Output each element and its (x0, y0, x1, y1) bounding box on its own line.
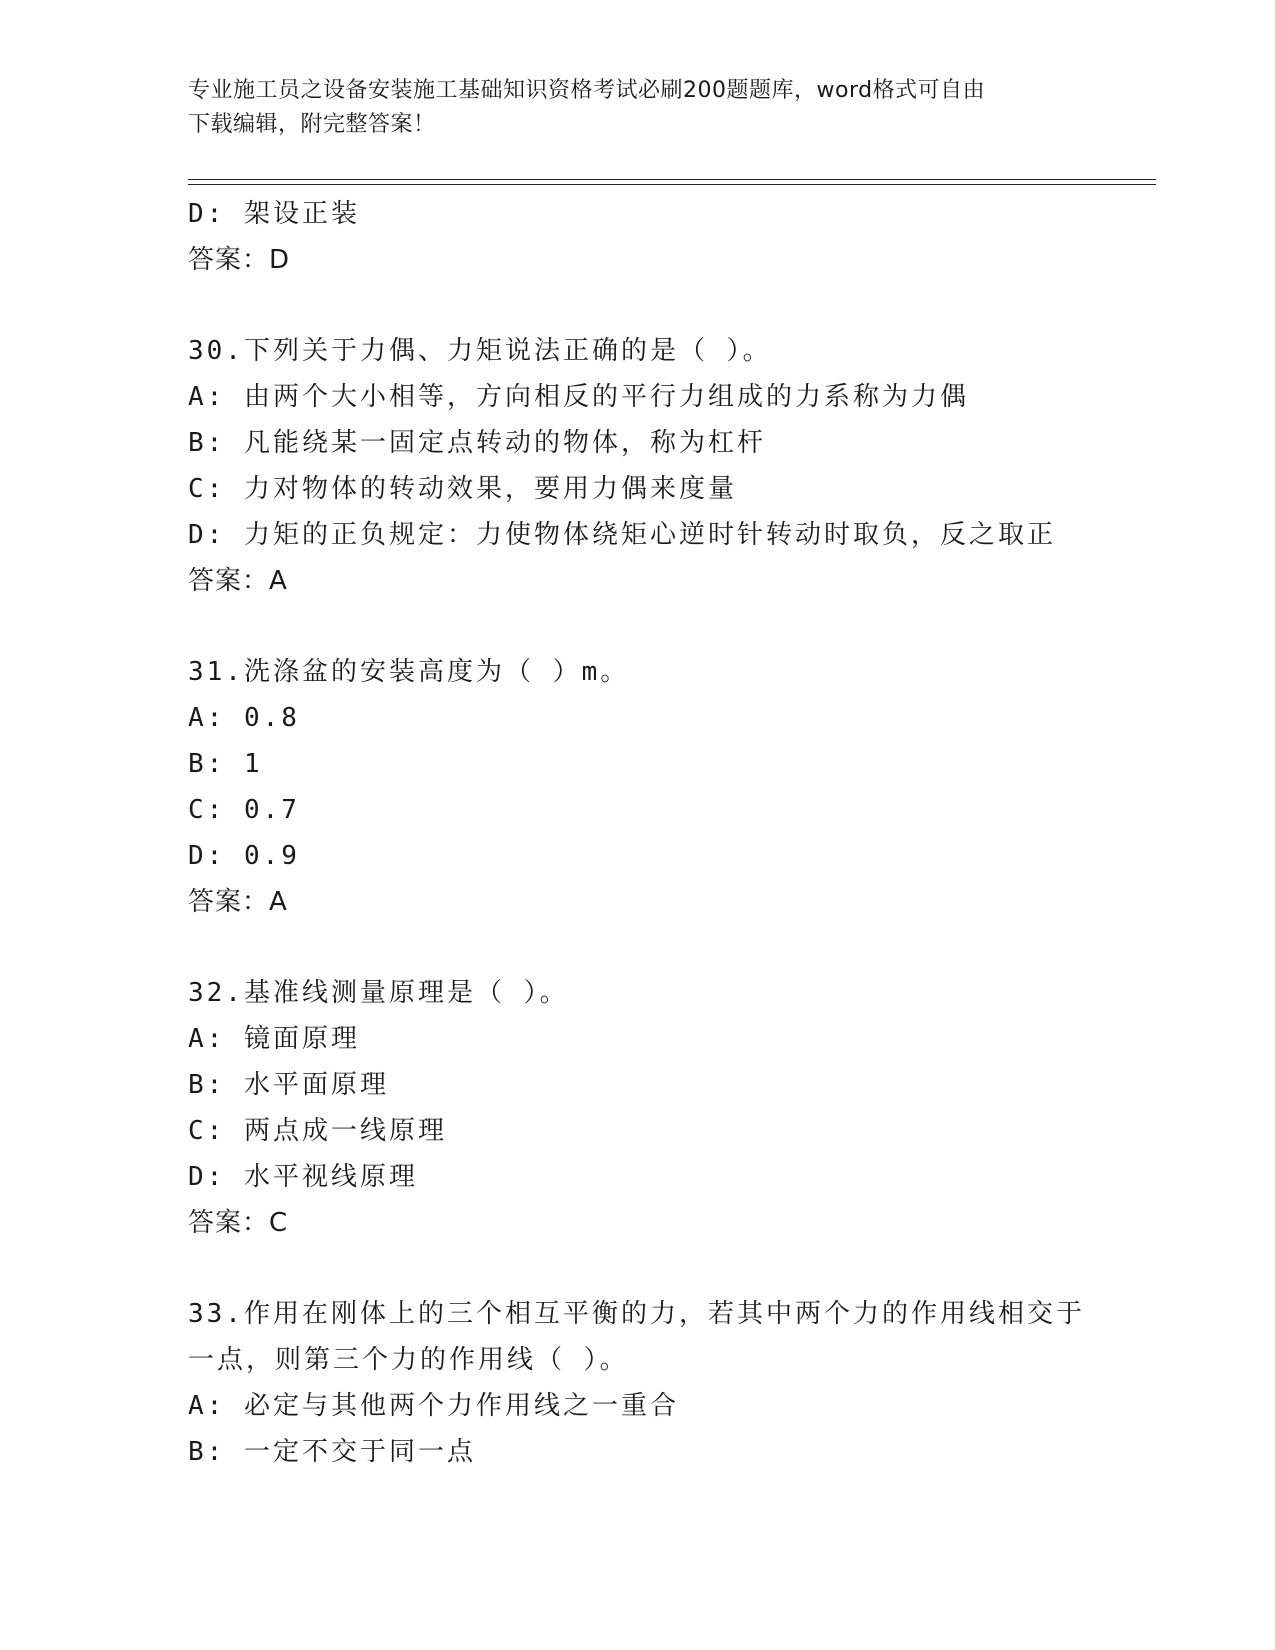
header-line-2: 下载编辑，附完整答案！ (188, 112, 436, 137)
option-b: B: 一定不交于同一点 (188, 1437, 476, 1467)
question-33 (188, 1291, 1188, 1475)
header-line-1: 专业施工员之设备安装施工基础知识资格考试必刷200题题库，word格式可自由 (188, 78, 986, 103)
header-rule-bottom (188, 184, 1156, 185)
option-d: D: 力矩的正负规定：力使物体绕矩心逆时针转动时取负，反之取正 (188, 520, 1056, 550)
question-stem: 30.下列关于力偶、力矩说法正确的是（ ）。 (188, 336, 772, 366)
prev-answer: 答案：D (188, 245, 291, 275)
option-a: A: 必定与其他两个力作用线之一重合 (188, 1391, 679, 1421)
option-d: D: 0.9 (188, 841, 300, 871)
option-a: A: 由两个大小相等，方向相反的平行力组成的力系称为力偶 (188, 382, 969, 412)
prev-option-d: D: 架设正装 (188, 199, 360, 229)
spacer (188, 925, 1188, 970)
question-30 (188, 328, 1188, 604)
answer: 答案：A (188, 887, 288, 917)
spacer (188, 283, 1188, 328)
option-b: B: 1 (188, 749, 263, 779)
question-stem: 32.基准线测量原理是（ ）。 (188, 978, 569, 1008)
question-stem-line-2: 一点，则第三个力的作用线（ ）。 (188, 1345, 629, 1375)
option-a: A: 0.8 (188, 703, 300, 733)
answer: 答案：A (188, 566, 288, 596)
option-c: C: 0.7 (188, 795, 300, 825)
question-stem-line-1: 33.作用在刚体上的三个相互平衡的力，若其中两个力的作用线相交于 (188, 1299, 1085, 1329)
question-31 (188, 649, 1188, 925)
spacer (188, 604, 1188, 649)
option-c: C: 力对物体的转动效果，要用力偶来度量 (188, 474, 737, 504)
spacer (188, 1246, 1188, 1291)
header-rule-top (188, 179, 1156, 180)
question-32 (188, 970, 1188, 1246)
option-d: D: 水平视线原理 (188, 1162, 418, 1192)
question-stem: 31.洗涤盆的安装高度为（ ）m。 (188, 657, 630, 687)
option-b: B: 水平面原理 (188, 1070, 389, 1100)
option-c: C: 两点成一线原理 (188, 1116, 447, 1146)
page-header (188, 74, 1088, 142)
answer: 答案：C (188, 1208, 289, 1238)
option-a: A: 镜面原理 (188, 1024, 360, 1054)
question-content (188, 191, 1188, 1475)
option-b: B: 凡能绕某一固定点转动的物体，称为杠杆 (188, 428, 766, 458)
